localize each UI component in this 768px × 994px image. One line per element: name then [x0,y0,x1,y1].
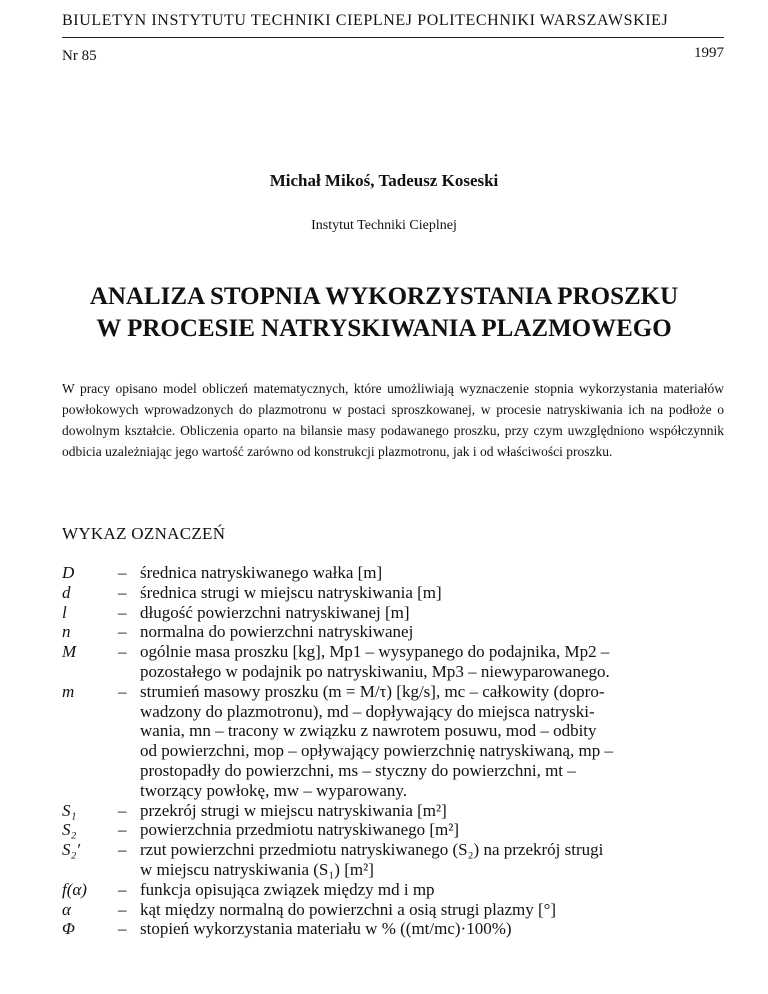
dash: – [118,919,127,939]
symbol: S₁ [62,800,77,820]
symbol-row [62,801,742,821]
symbol-row [62,622,742,642]
symbol: Φ [62,919,75,939]
symbol: S₂′ [62,840,81,860]
institute: Instytut Techniki Cieplnej [311,218,457,233]
symbol-row [62,919,742,939]
symbol-description: rzut powierzchni przedmiotu natryskiwanego (S₂) na przekrój strugi [140,840,604,860]
symbol-description: średnica natryskiwanego wałka [m] [140,563,383,582]
symbol-description: kąt między normalną do powierzchni a osią strugi plazmy [°] [140,899,557,919]
symbol-description: powierzchnia przedmiotu natryskiwanego [m²] [140,820,460,840]
abstract: W pracy opisano model obliczeń matematycznych, które umożliwiają wyznaczenie stopnia wykorzystania materiałów powłokowych wprowadzonych do plazmotronu w postaci sproszkowanej, w procesie natryskiwania ich na podłoże o dowolnym kształcie. Obliczenia oparto na bilansie masy podawanego proszku, przy czym uwzględniono współczynnik odbicia uzależniając jego wartość zarówno od konstrukcji plazmotronu, jak i od właściwości proszku. [62,381,724,459]
symbol-row [62,880,742,900]
symbol-row [62,583,742,603]
symbol-row [62,840,742,860]
symbol: α [62,899,71,919]
issue-year: 1997 [694,45,724,61]
symbol-row [62,682,742,702]
dash: – [118,681,127,701]
symbol-row [62,563,742,583]
symbol-description: funkcja opisująca związek między md i mp [140,879,435,899]
dash: – [118,820,127,840]
symbol: l [62,602,67,622]
section-title: WYKAZ OZNACZEŃ [62,524,226,543]
symbol-row [62,642,742,662]
symbol-description: przekrój strugi w miejscu natryskiwania [m²] [140,800,447,820]
symbol-list [62,563,742,939]
symbol: S₂ [62,820,77,840]
dash: – [118,582,127,602]
symbol: f(α) [62,879,87,899]
symbol-description-cont: wania, mn – tracony w związku z nawrotem posuwu, mod – odbity [140,721,597,741]
symbol-description: stopień wykorzystania materiału w % ((mt/mc)·100%) [140,919,512,939]
dash: – [118,622,127,642]
symbol: d [62,582,71,602]
dash: – [118,800,127,820]
symbol-row [62,900,742,920]
symbol: D [62,563,75,582]
symbol-description: normalna do powierzchni natryskiwanej [140,622,414,642]
symbol-description-cont: od powierzchni, mop – opływający powierzchnię natryskiwaną, mp – [140,741,614,761]
symbol-description-cont: w miejscu natryskiwania (S₁) [m²] [140,859,374,879]
symbol-description: długość powierzchni natryskiwanej [m] [140,602,410,622]
symbol-row [62,603,742,623]
symbol: m [62,681,75,701]
symbol-row [62,820,742,840]
dash: – [118,563,127,582]
dash: – [118,899,127,919]
symbol-description-cont: prostopadły do powierzchni, ms – styczny do powierzchni, mt – [140,760,576,780]
dash: – [118,840,127,860]
issue-number: Nr 85 [62,48,97,64]
journal-header: BIULETYN INSTYTUTU TECHNIKI CIEPLNEJ POLITECHNIKI WARSZAWSKIEJ [62,12,669,29]
paper-title [0,281,768,345]
header-rule [62,37,724,38]
symbol-description: strumień masowy proszku (m = M/τ) [kg/s], mc – całkowity (dopro- [140,681,605,701]
symbol-description: ogólnie masa proszku [kg], Mp1 – wysypanego do podajnika, Mp2 – [140,642,610,662]
dash: – [118,642,127,662]
symbol-description: średnica strugi w miejscu natryskiwania [m] [140,582,442,602]
authors: Michał Mikoś, Tadeusz Koseski [269,171,499,190]
title-line: ANALIZA STOPNIA WYKORZYSTANIA PROSZKU [89,283,679,310]
symbol-description-cont: pozostałego w podajnik po natryskiwaniu, Mp3 – niewyparowanego. [140,661,610,681]
symbol: n [62,622,71,642]
symbol: M [62,642,77,662]
symbol-description-cont: wadzony do plazmotronu), md – dopływający do miejsca natryski- [140,701,595,721]
title-line: W PROCESIE NATRYSKIWANIA PLAZMOWEGO [96,315,672,342]
dash: – [118,602,127,622]
symbol-description-cont: tworzący powłokę, mw – wyparowany. [140,780,408,800]
dash: – [118,879,127,899]
